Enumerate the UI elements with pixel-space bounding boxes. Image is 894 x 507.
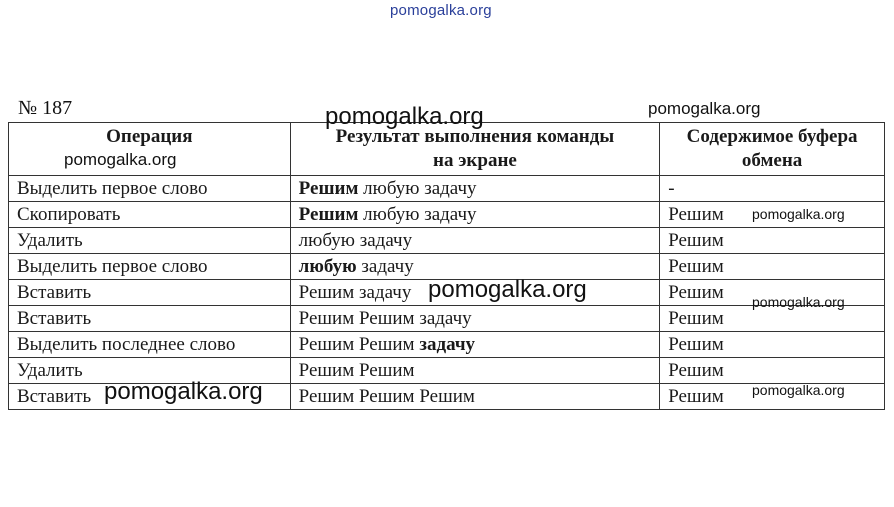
table-row: [9, 332, 885, 358]
cell-result: [290, 202, 660, 228]
result-selected-text: Решим: [298, 203, 359, 225]
cell-clipboard: Решим: [660, 228, 885, 254]
watermark-row5-mid: pomogalka.org: [428, 276, 587, 303]
watermark-header-col1: pomogalka.org: [64, 150, 177, 169]
watermark-row9-right: pomogalka.org: [752, 382, 845, 398]
cell-result: [290, 306, 660, 332]
result-text: Решим Решим: [298, 333, 420, 355]
cell-result: [290, 332, 660, 358]
cell-result: [290, 176, 660, 202]
header-result-line1: Результат выполнения команды: [335, 126, 615, 147]
result-selected-text: задачу: [419, 333, 476, 355]
cell-operation: Удалить: [9, 228, 291, 254]
cell-result: [290, 228, 660, 254]
cell-clipboard: Решим: [660, 254, 885, 280]
result-selected-text: Решим: [298, 177, 359, 199]
cell-clipboard: -: [660, 176, 885, 202]
cell-operation: Вставить: [9, 384, 291, 410]
result-text: любую задачу: [358, 177, 477, 199]
cell-result: [290, 358, 660, 384]
watermark-top: pomogalka.org: [390, 2, 492, 19]
result-text: задачу: [356, 255, 414, 277]
cell-operation: Удалить: [9, 358, 291, 384]
header-operation-label: Операция: [106, 126, 193, 147]
watermark-row2-right: pomogalka.org: [752, 206, 845, 222]
cell-operation: Выделить последнее слово: [9, 332, 291, 358]
table-row: [9, 228, 885, 254]
header-clipboard: [660, 123, 885, 176]
header-clipboard-line1: Содержимое буфера: [686, 126, 858, 147]
table-row: [9, 176, 885, 202]
cell-clipboard: Решим: [660, 306, 885, 332]
cell-clipboard: Решим: [660, 384, 885, 410]
result-text: любую задачу: [298, 229, 413, 251]
cell-operation: Вставить: [9, 280, 291, 306]
header-result-line2: на экране: [433, 150, 517, 171]
result-text: Решим Решим задачу: [298, 307, 472, 329]
header-clipboard-line2: обмена: [741, 150, 803, 171]
watermark-header-center: pomogalka.org: [325, 103, 484, 130]
cell-operation: Выделить первое слово: [9, 176, 291, 202]
result-text: Решим Решим Решим: [298, 385, 475, 407]
cell-clipboard: Решим: [660, 358, 885, 384]
result-text: любую задачу: [358, 203, 477, 225]
watermark-row9-left: pomogalka.org: [104, 378, 263, 405]
watermark-header-right: pomogalka.org: [648, 99, 761, 118]
cell-result: [290, 384, 660, 410]
result-text: Решим задачу: [298, 281, 412, 303]
cell-clipboard: Решим: [660, 280, 885, 306]
result-text: Решим Решим: [298, 359, 415, 381]
cell-clipboard: Решим: [660, 332, 885, 358]
task-number: № 187: [18, 97, 73, 119]
cell-operation: Вставить: [9, 306, 291, 332]
watermark-row5-right: pomogalka.org: [752, 294, 845, 310]
result-selected-text: любую: [298, 255, 357, 277]
cell-operation: Скопировать: [9, 202, 291, 228]
cell-operation: Выделить первое слово: [9, 254, 291, 280]
cell-clipboard: Решим: [660, 202, 885, 228]
